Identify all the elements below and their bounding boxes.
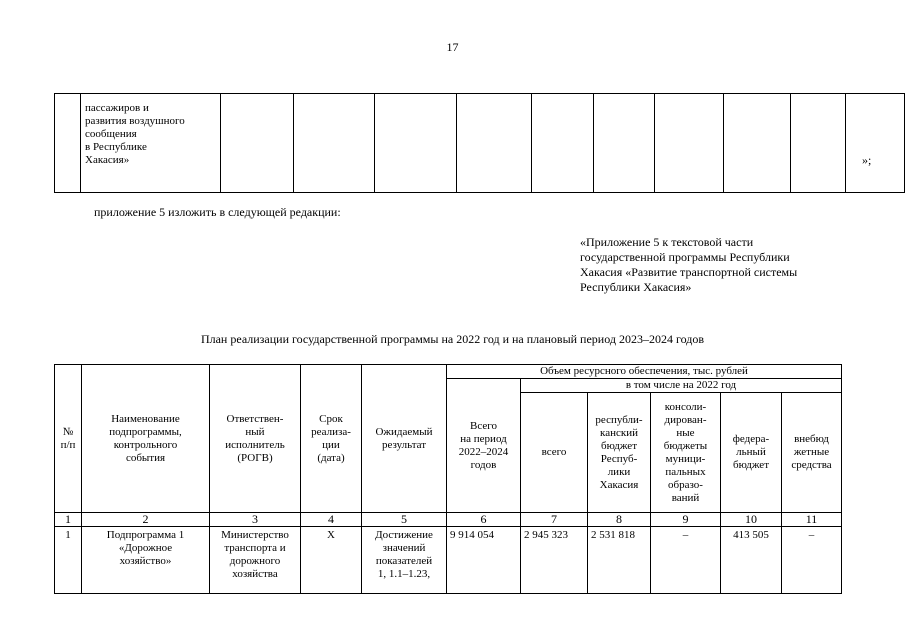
row-extra-budget: – bbox=[782, 527, 842, 594]
header-text: события bbox=[125, 451, 166, 464]
header-text: ные bbox=[676, 426, 695, 439]
header-text: Хакасия bbox=[599, 478, 639, 491]
fragment-line: в Республике bbox=[85, 141, 147, 153]
header-total: всего bbox=[521, 393, 588, 513]
row-total-period: 9 914 054 bbox=[447, 527, 521, 594]
fragment-name-cell bbox=[81, 94, 221, 193]
header-text: ный bbox=[245, 425, 265, 438]
header-text: льный bbox=[736, 446, 766, 458]
row-name bbox=[82, 527, 210, 594]
header-text: № bbox=[62, 425, 74, 438]
header-text: Ответствен- bbox=[226, 412, 284, 425]
cell-line: 1, 1.1–1.23, bbox=[377, 568, 431, 580]
cell-line: показателей bbox=[375, 555, 433, 567]
header-text: исполнитель bbox=[225, 438, 285, 451]
column-number: 2 bbox=[82, 513, 210, 527]
table-row bbox=[55, 527, 842, 594]
appendix-line: Хакасия «Развитие транспортной системы bbox=[580, 265, 798, 279]
column-number: 1 bbox=[55, 513, 82, 527]
appendix-line: государственной программы Республики bbox=[580, 250, 790, 264]
appendix-line: Республики Хакасия» bbox=[580, 280, 692, 294]
header-text: ции bbox=[322, 438, 340, 451]
fragment-cell bbox=[55, 94, 81, 193]
cell-line: «Дорожное bbox=[118, 542, 173, 554]
header-row bbox=[55, 365, 842, 379]
fragment-cell bbox=[594, 94, 655, 193]
header-text: (РОГВ) bbox=[237, 451, 273, 464]
appendix-line: «Приложение 5 к текстовой части bbox=[580, 235, 754, 249]
header-text: средства bbox=[791, 459, 832, 471]
column-number: 8 bbox=[588, 513, 651, 527]
cell-line: Достижение bbox=[375, 529, 433, 541]
header-total-period bbox=[447, 379, 521, 513]
header-text: лики bbox=[607, 465, 631, 478]
header-text: Респуб- bbox=[600, 452, 638, 465]
header-text: республи- bbox=[595, 413, 643, 426]
header-text: бюджет bbox=[601, 439, 637, 452]
row-consolidated: – bbox=[651, 527, 721, 594]
header-text: жетные bbox=[793, 446, 830, 458]
header-responsible bbox=[210, 365, 301, 513]
fragment-cell bbox=[456, 94, 531, 193]
header-including-2022: в том числе на 2022 год bbox=[521, 379, 842, 393]
cell-line: транспорта и bbox=[224, 542, 286, 554]
row-republic-budget: 2 531 818 bbox=[588, 527, 651, 594]
cell-line: дорожного bbox=[229, 555, 281, 567]
row-total: 2 945 323 bbox=[521, 527, 588, 594]
column-number: 11 bbox=[782, 513, 842, 527]
column-number: 6 bbox=[447, 513, 521, 527]
fragment-cell bbox=[531, 94, 594, 193]
header-text: контрольного bbox=[113, 438, 178, 451]
header-text: результат bbox=[381, 438, 427, 451]
column-number-row bbox=[55, 513, 842, 527]
fragment-cell bbox=[374, 94, 456, 193]
row-deadline: Х bbox=[301, 527, 362, 594]
header-text: бюджет bbox=[733, 459, 769, 471]
fragment-row bbox=[55, 94, 905, 193]
header-federal-budget bbox=[721, 393, 782, 513]
row-expected bbox=[362, 527, 447, 594]
header-text: Ожидаемый bbox=[375, 425, 433, 438]
amendment-paragraph: приложение 5 изложить в следующей редакции: bbox=[94, 205, 341, 219]
fragment-line: сообщения bbox=[85, 128, 137, 140]
closing-quote-mark: »; bbox=[862, 153, 872, 167]
appendix-header bbox=[580, 235, 880, 295]
fragment-cell bbox=[724, 94, 791, 193]
header-text: реализа- bbox=[311, 425, 351, 438]
header-text: ваний bbox=[671, 491, 700, 504]
page-number: 17 bbox=[446, 40, 459, 54]
header-text: 2022–2024 bbox=[458, 445, 509, 458]
fragment-cell bbox=[294, 94, 375, 193]
header-text: федера- bbox=[732, 433, 770, 445]
header-extra-budget bbox=[782, 393, 842, 513]
cell-line: Подпрограмма 1 bbox=[106, 529, 185, 541]
column-number: 10 bbox=[721, 513, 782, 527]
header-expected bbox=[362, 365, 447, 513]
header-text: внебюд bbox=[794, 433, 829, 445]
header-num bbox=[55, 365, 82, 513]
fragment-cell bbox=[654, 94, 723, 193]
header-text: бюджеты bbox=[663, 439, 708, 452]
header-text: подпрограммы, bbox=[109, 425, 182, 438]
header-text: канский bbox=[600, 426, 638, 439]
header-text: Всего bbox=[470, 419, 497, 432]
header-consolidated bbox=[651, 393, 721, 513]
fragment-cell bbox=[791, 94, 846, 193]
plan-title: План реализации государственной программы на 2022 год и на плановый период 2023–2024 годов bbox=[200, 332, 705, 346]
header-name bbox=[82, 365, 210, 513]
cell-line: значений bbox=[382, 542, 426, 554]
column-number: 4 bbox=[301, 513, 362, 527]
header-text: дирован- bbox=[664, 413, 707, 426]
header-text: пальных bbox=[665, 465, 706, 478]
plan-table bbox=[54, 364, 842, 594]
previous-table-fragment bbox=[54, 93, 905, 193]
row-federal-budget: 413 505 bbox=[721, 527, 782, 594]
row-num: 1 bbox=[55, 527, 82, 594]
fragment-line: Хакасия» bbox=[85, 154, 130, 166]
header-text: муници- bbox=[665, 452, 706, 465]
header-text: Наименование bbox=[111, 412, 180, 425]
column-number: 9 bbox=[651, 513, 721, 527]
column-number: 3 bbox=[210, 513, 301, 527]
column-number: 5 bbox=[362, 513, 447, 527]
header-text: Срок bbox=[319, 412, 343, 425]
fragment-line: развития воздушного bbox=[85, 115, 185, 127]
row-responsible bbox=[210, 527, 301, 594]
fragment-line: пассажиров и bbox=[85, 102, 149, 114]
cell-line: хозяйство» bbox=[119, 555, 172, 567]
column-number: 7 bbox=[521, 513, 588, 527]
header-resources: Объем ресурсного обеспечения, тыс. рублей bbox=[447, 365, 842, 379]
fragment-cell bbox=[846, 94, 905, 193]
header-text: образо- bbox=[668, 478, 703, 491]
header-text: (дата) bbox=[317, 451, 345, 464]
header-text: консоли- bbox=[664, 400, 707, 413]
cell-line: хозяйства bbox=[232, 568, 278, 580]
fragment-cell bbox=[220, 94, 293, 193]
header-text: годов bbox=[470, 458, 497, 471]
header-text: п/п bbox=[60, 438, 76, 451]
header-text: на период bbox=[460, 432, 507, 445]
header-deadline bbox=[301, 365, 362, 513]
header-republic-budget bbox=[588, 393, 651, 513]
cell-line: Министерство bbox=[221, 529, 289, 541]
